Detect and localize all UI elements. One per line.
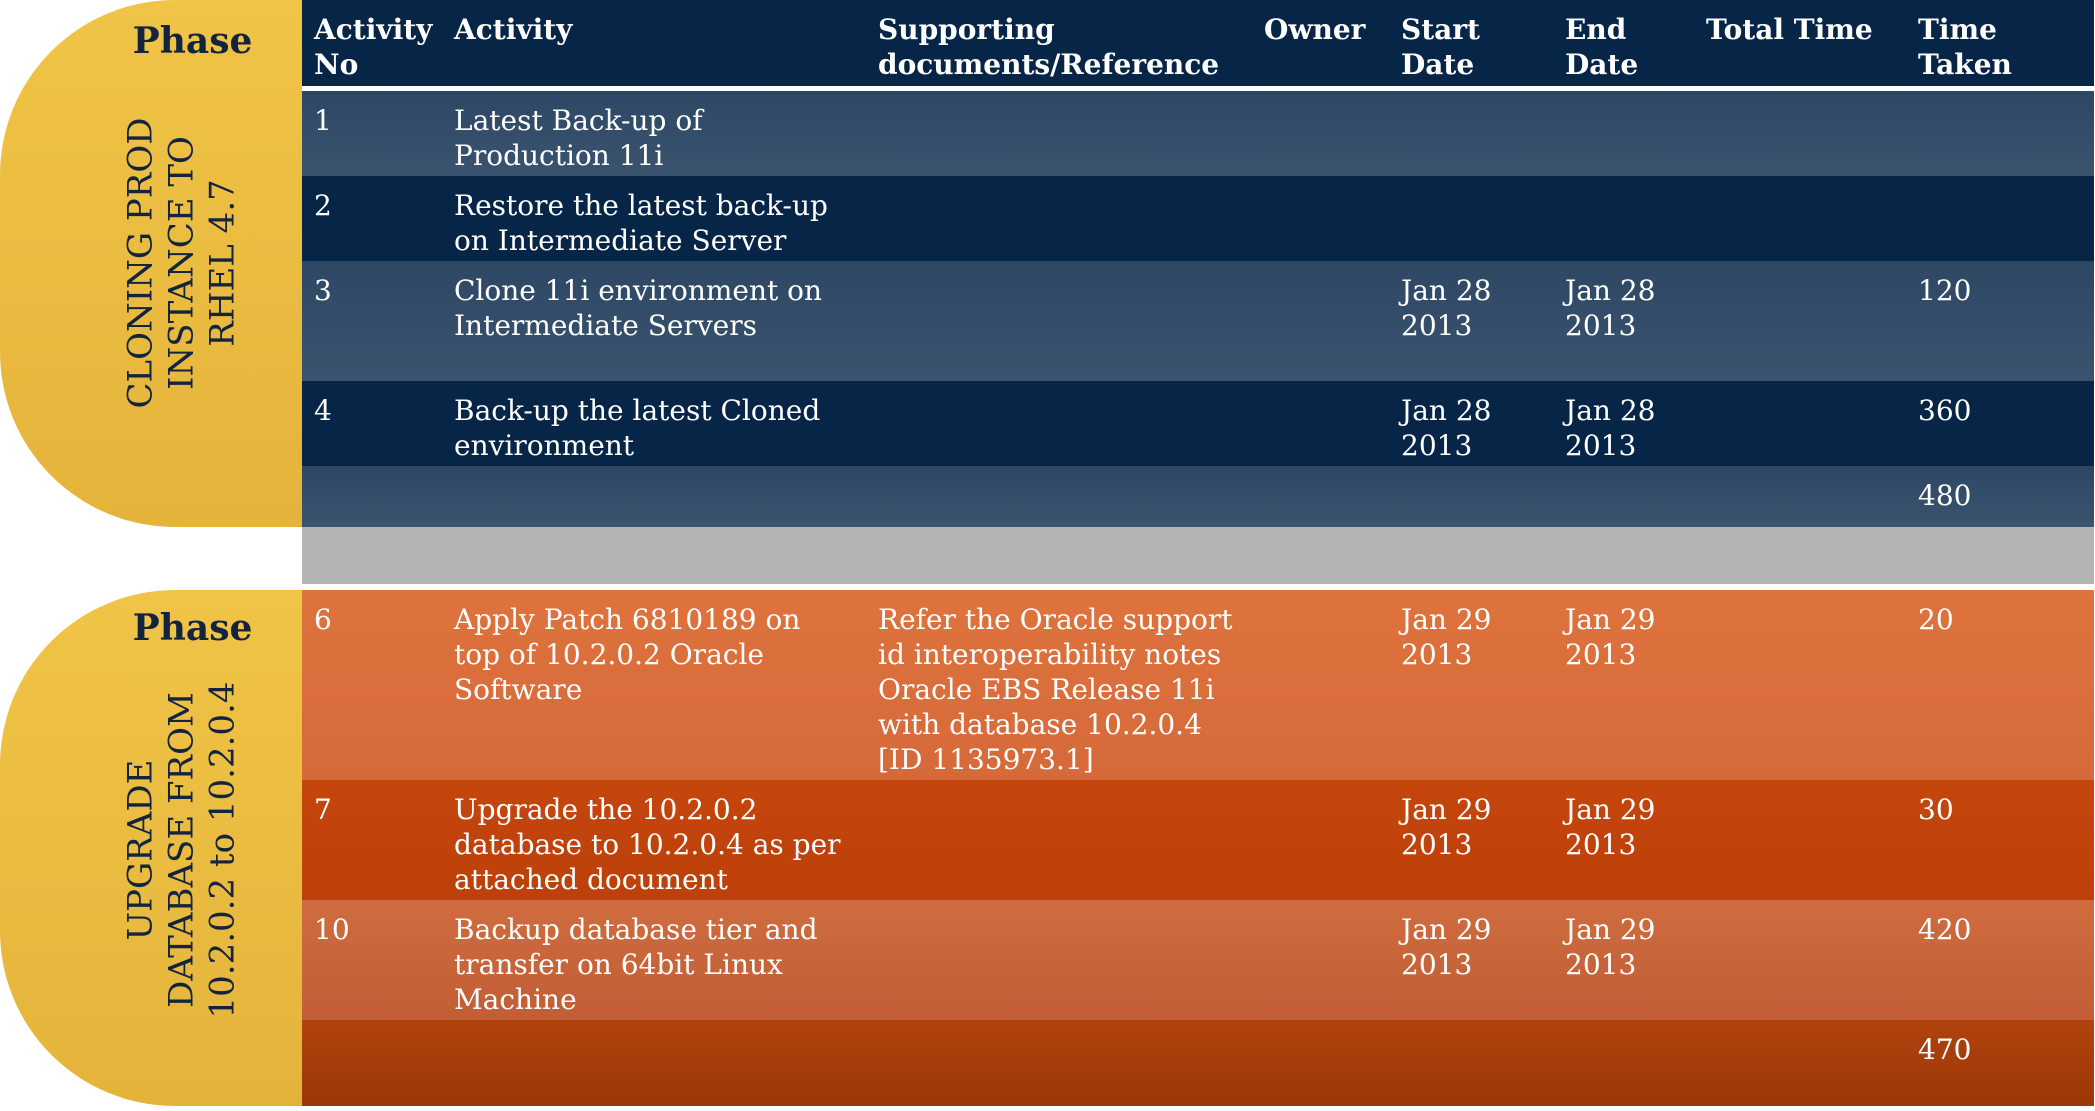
cell-no: 10 xyxy=(314,913,350,946)
cell-taken: 30 xyxy=(1918,793,1954,826)
cell-end: Jan 29 2013 xyxy=(1565,603,1656,671)
cell-reference xyxy=(866,91,1252,176)
cell-start: Jan 28 2013 xyxy=(1401,394,1492,462)
cell-reference xyxy=(866,176,1252,261)
cell-start: Jan 28 2013 xyxy=(1401,274,1492,342)
cell-owner xyxy=(1252,590,1389,780)
cell-owner xyxy=(1252,261,1389,381)
cell-activity: Restore the latest back-up on Intermediate Server xyxy=(454,189,828,257)
cell-total xyxy=(1694,590,1906,780)
cell-activity: Latest Back-up of Production 11i xyxy=(454,104,703,172)
cell-no: 6 xyxy=(314,603,332,636)
cell-start: Jan 29 2013 xyxy=(1401,793,1492,861)
header-total-time: Total Time xyxy=(1706,13,1873,46)
cell-no: 7 xyxy=(314,793,332,826)
cell-total xyxy=(1694,900,1906,1020)
header-activity: Activity xyxy=(454,13,573,46)
cell-no: 2 xyxy=(314,189,332,222)
cell-activity: Clone 11i environment on Intermediate Servers xyxy=(454,274,823,342)
cell-owner xyxy=(1252,176,1389,261)
cell-taken: 420 xyxy=(1918,913,1972,946)
cell-end: Jan 29 2013 xyxy=(1565,793,1656,861)
cell-taken: 20 xyxy=(1918,603,1954,636)
cell-owner xyxy=(1252,91,1389,176)
cell-activity: Upgrade the 10.2.0.2 database to 10.2.0.4 as per attached document xyxy=(454,793,841,896)
cell-start: Jan 29 2013 xyxy=(1401,603,1492,671)
cell-owner xyxy=(1252,900,1389,1020)
cell-taken xyxy=(1906,176,2094,261)
phase-separator xyxy=(302,527,2094,590)
header-end-date: End Date xyxy=(1565,13,1639,81)
header-owner: Owner xyxy=(1264,13,1366,46)
cell-end: Jan 29 2013 xyxy=(1565,913,1656,981)
cell-end xyxy=(1553,91,1694,176)
cell-no: 3 xyxy=(314,274,332,307)
cell-reference xyxy=(866,900,1252,1020)
cell-end: Jan 28 2013 xyxy=(1565,394,1656,462)
cell-taken: 120 xyxy=(1918,274,1972,307)
cell-reference: Refer the Oracle support id interoperability notes Oracle EBS Release 11i with database 10.2.0.4 [ID 1135973.1] xyxy=(878,603,1233,776)
cell-total-taken: 470 xyxy=(1918,1033,1972,1066)
phase-1-table xyxy=(302,91,2094,526)
cell-total xyxy=(1694,381,1906,466)
cell-activity: Apply Patch 6810189 on top of 10.2.0.2 Oracle Software xyxy=(454,603,801,706)
cell-reference xyxy=(866,261,1252,381)
cell-start: Jan 29 2013 xyxy=(1401,913,1492,981)
cell-total xyxy=(1694,261,1906,381)
cell-taken: 360 xyxy=(1918,394,1972,427)
cell-end: Jan 28 2013 xyxy=(1565,274,1656,342)
cell-owner xyxy=(1252,381,1389,466)
phase-label: Phase xyxy=(132,20,253,62)
cell-no: 4 xyxy=(314,394,332,427)
cell-reference xyxy=(866,381,1252,466)
cell-start xyxy=(1389,176,1553,261)
cell-end xyxy=(1553,176,1694,261)
header-reference: Supporting documents/Reference xyxy=(878,13,1220,81)
cell-total xyxy=(1694,91,1906,176)
phase-label: Phase xyxy=(132,607,253,649)
header-start-date: Start Date xyxy=(1401,13,1480,81)
cell-total xyxy=(1694,780,1906,900)
cell-taken xyxy=(1906,91,2094,176)
cell-total-taken: 480 xyxy=(1918,479,1972,512)
phase-2-table xyxy=(302,590,2094,1106)
header-time-taken: Time Taken xyxy=(1918,13,2012,81)
cell-reference xyxy=(866,780,1252,900)
cell-total xyxy=(1694,176,1906,261)
cell-activity: Backup database tier and transfer on 64bit Linux Machine xyxy=(454,913,818,1016)
table-header xyxy=(302,0,2094,91)
cell-start xyxy=(1389,91,1553,176)
cell-no: 1 xyxy=(314,104,332,137)
cell-owner xyxy=(1252,780,1389,900)
cell-activity: Back-up the latest Cloned environment xyxy=(454,394,821,462)
header-activity-no: Activity No xyxy=(314,13,433,81)
